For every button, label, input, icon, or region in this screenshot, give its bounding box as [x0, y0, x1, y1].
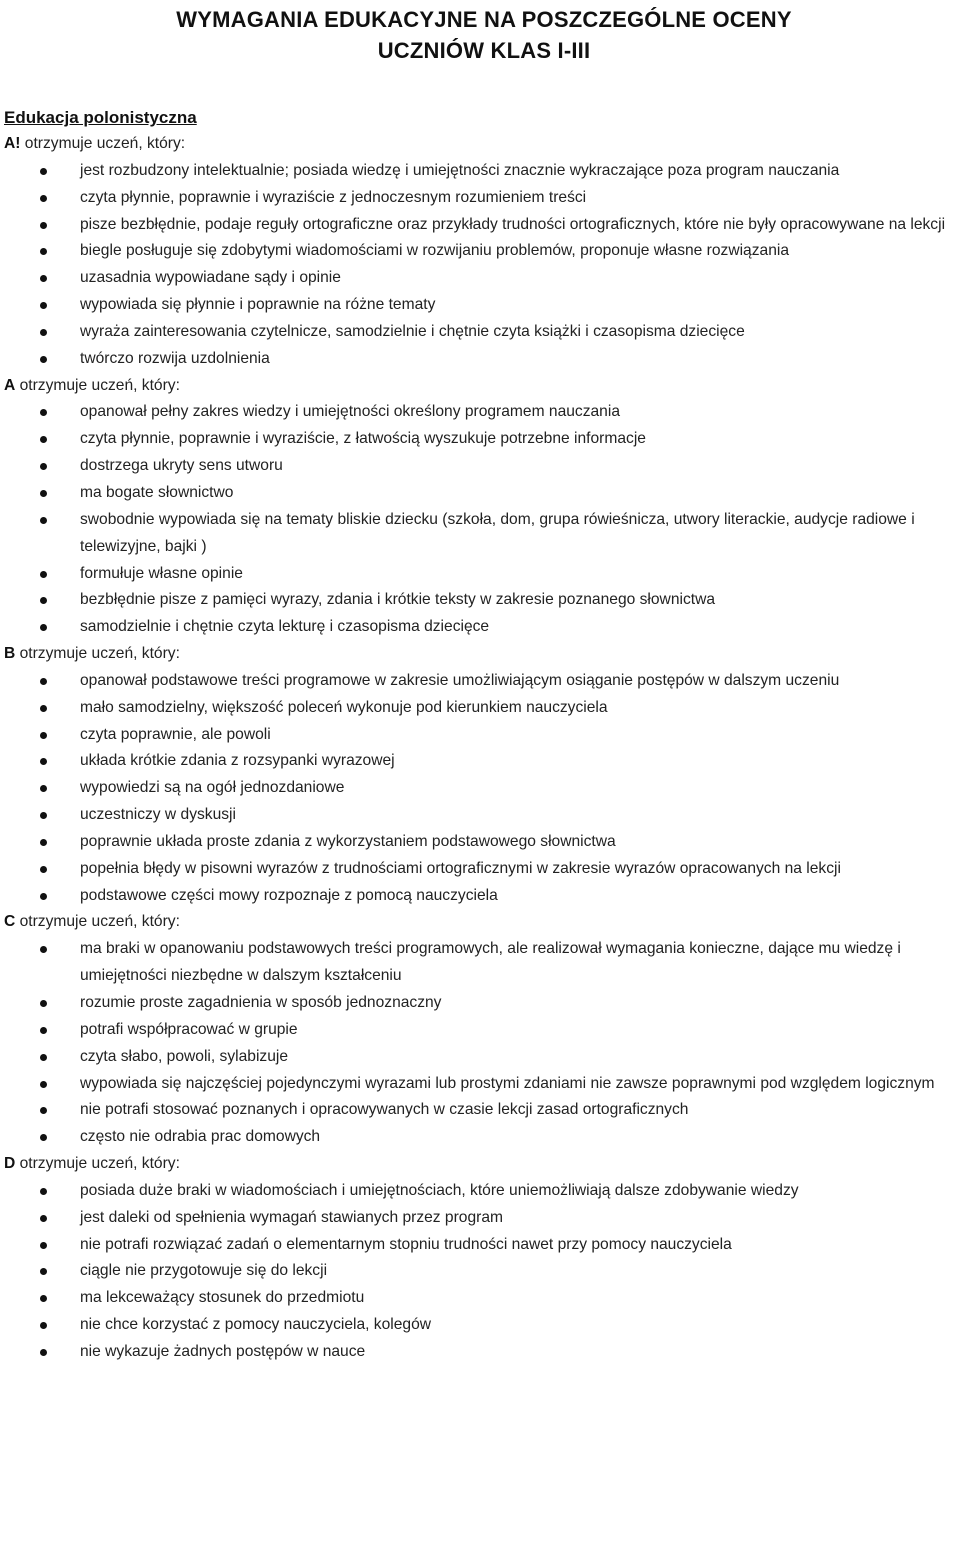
grade-heading-text: otrzymuje uczeń, który:	[15, 645, 180, 663]
list-item-text: pisze bezbłędnie, podaje reguły ortograficzne oraz przykłady trudności ortograficznych, które nie były opracowywane na lekcji	[80, 215, 946, 233]
list-item	[0, 1044, 960, 1071]
list-item	[0, 507, 960, 561]
grade-heading	[0, 641, 960, 668]
bullet-icon	[40, 1188, 47, 1195]
bullet-icon	[40, 571, 47, 578]
list-item-text: czyta słabo, powoli, sylabizuje	[80, 1047, 289, 1065]
list-item	[0, 1258, 960, 1285]
list-item-text: ciągle nie przygotowuje się do lekcji	[80, 1262, 328, 1280]
list-item-text: często nie odrabia prac domowych	[80, 1128, 321, 1146]
list-item	[0, 1097, 960, 1124]
document-title-line-2: UCZNIÓW KLAS I-III	[377, 38, 591, 63]
list-item-text: dostrzega ukryty sens utworu	[80, 457, 283, 475]
list-item	[0, 346, 960, 373]
grade-section	[0, 641, 960, 909]
bullet-icon	[40, 624, 47, 631]
grade-heading	[0, 131, 960, 158]
bullet-icon	[40, 1349, 47, 1356]
list-item	[0, 426, 960, 453]
document-title	[0, 0, 960, 66]
document-title-line-1: WYMAGANIA EDUKACYJNE NA POSZCZEGÓLNE OCENY	[176, 7, 792, 32]
bullet-icon	[40, 1054, 47, 1061]
list-item-text: układa krótkie zdania z rozsypanki wyrazowej	[80, 752, 395, 770]
grade-section	[0, 131, 960, 373]
list-item	[0, 561, 960, 588]
list-item	[0, 1339, 960, 1366]
grade-heading	[0, 1151, 960, 1178]
subject-heading: Edukacja polonistyczna	[4, 108, 197, 127]
list-item-text: ma braki w opanowaniu podstawowych treści programowych, ale realizował wymagania konieczne, dające mu wiedzę i umiejętności niezbędne w dalszym kształceniu	[80, 940, 901, 985]
bullet-icon	[40, 275, 47, 282]
grade-letter: A!	[4, 135, 21, 152]
list-item-text: formułuje własne opinie	[80, 564, 243, 582]
grade-section	[0, 1151, 960, 1366]
list-item-text: czyta płynnie, poprawnie i wyraziście, z łatwością wyszukuje potrzebne informacje	[80, 430, 646, 448]
bullet-icon	[40, 1134, 47, 1141]
list-item	[0, 480, 960, 507]
list-item-text: potrafi współpracować w grupie	[80, 1020, 298, 1038]
list-item	[0, 668, 960, 695]
grade-heading	[0, 909, 960, 936]
list-item-text: twórczo rozwija uzdolnienia	[80, 349, 270, 367]
list-item	[0, 748, 960, 775]
grade-section	[0, 909, 960, 1151]
list-item-text: uczestniczy w dyskusji	[80, 806, 236, 824]
list-item-text: wyraża zainteresowania czytelnicze, samodzielnie i chętnie czyta książki i czasopisma dziecięce	[80, 322, 745, 340]
list-item	[0, 158, 960, 185]
list-item	[0, 722, 960, 749]
list-item	[0, 1232, 960, 1259]
bullet-icon	[40, 839, 47, 846]
list-item	[0, 775, 960, 802]
bullet-icon	[40, 1027, 47, 1034]
grade-letter: A	[4, 376, 16, 394]
list-item	[0, 936, 960, 990]
list-item	[0, 883, 960, 910]
bullet-icon	[40, 356, 47, 363]
bullet-icon	[40, 866, 47, 873]
list-item-text: posiada duże braki w wiadomościach i umiejętnościach, które uniemożliwiają dalsze zdobywanie wiedzy	[80, 1181, 799, 1199]
bullet-icon	[40, 1322, 47, 1329]
list-item	[0, 614, 960, 641]
bullet-icon	[40, 1000, 47, 1007]
list-item	[0, 587, 960, 614]
list-item	[0, 1124, 960, 1151]
grade-letter: C	[4, 913, 16, 931]
list-item	[0, 292, 960, 319]
list-item	[0, 990, 960, 1017]
bullet-icon	[40, 1268, 47, 1275]
bullet-icon	[40, 812, 47, 819]
bullet-icon	[40, 463, 47, 470]
bullet-icon	[40, 705, 47, 712]
bullet-icon	[40, 597, 47, 604]
list-item-text: mało samodzielny, większość poleceń wykonuje pod kierunkiem nauczyciela	[80, 698, 608, 716]
list-item	[0, 1285, 960, 1312]
bullet-icon	[40, 893, 47, 900]
bullet-icon	[40, 222, 47, 229]
list-item-text: wypowiada się płynnie i poprawnie na różne tematy	[80, 296, 436, 314]
grade-letter: B	[4, 645, 16, 663]
grade-heading-text: otrzymuje uczeń, który:	[15, 376, 180, 394]
requirement-list	[0, 936, 960, 1151]
list-item-text: ma bogate słownictwo	[80, 483, 234, 501]
grade-requirements	[0, 131, 960, 1366]
list-item	[0, 695, 960, 722]
bullet-icon	[40, 436, 47, 443]
list-item	[0, 1017, 960, 1044]
list-item	[0, 856, 960, 883]
list-item-text: ma lekceważący stosunek do przedmiotu	[80, 1289, 365, 1307]
list-item	[0, 1312, 960, 1339]
list-item	[0, 1205, 960, 1232]
list-item	[0, 829, 960, 856]
bullet-icon	[40, 248, 47, 255]
grade-heading	[0, 373, 960, 400]
list-item-text: nie wykazuje żadnych postępów w nauce	[80, 1342, 366, 1360]
requirement-list	[0, 399, 960, 641]
list-item	[0, 185, 960, 212]
bullet-icon	[40, 1242, 47, 1249]
list-item	[0, 265, 960, 292]
grade-section	[0, 373, 960, 641]
list-item	[0, 1178, 960, 1205]
bullet-icon	[40, 785, 47, 792]
list-item	[0, 802, 960, 829]
grade-heading-text: otrzymuje uczeń, który:	[15, 913, 180, 931]
list-item-text: jest rozbudzony intelektualnie; posiada wiedzę i umiejętności znacznie wykraczające poza program nauczania	[80, 161, 840, 179]
list-item-text: wypowiada się najczęściej pojedynczymi wyrazami lub prostymi zdaniami nie zawsze poprawnymi pod względem logicznym	[80, 1074, 935, 1092]
list-item-text: czyta płynnie, poprawnie i wyraziście z jednoczesnym rozumieniem treści	[80, 188, 587, 206]
list-item	[0, 1071, 960, 1098]
list-item-text: opanował pełny zakres wiedzy i umiejętności określony programem nauczania	[80, 403, 620, 421]
list-item-text: nie potrafi stosować poznanych i opracowywanych w czasie lekcji zasad ortograficznych	[80, 1101, 689, 1119]
list-item-text: poprawnie układa proste zdania z wykorzystaniem podstawowego słownictwa	[80, 832, 616, 850]
bullet-icon	[40, 1295, 47, 1302]
list-item-text: nie potrafi rozwiązać zadań o elementarnym stopniu trudności nawet przy pomocy nauczyciela	[80, 1235, 732, 1253]
bullet-icon	[40, 732, 47, 739]
bullet-icon	[40, 195, 47, 202]
bullet-icon	[40, 1107, 47, 1114]
list-item-text: samodzielnie i chętnie czyta lekturę i czasopisma dziecięce	[80, 618, 490, 636]
bullet-icon	[40, 758, 47, 765]
list-item-text: czyta poprawnie, ale powoli	[80, 725, 271, 743]
grade-heading-text: otrzymuje uczeń, który:	[15, 1155, 180, 1173]
bullet-icon	[40, 1081, 47, 1088]
list-item	[0, 238, 960, 265]
list-item	[0, 399, 960, 426]
bullet-icon	[40, 678, 47, 685]
list-item	[0, 319, 960, 346]
list-item-text: wypowiedzi są na ogół jednozdaniowe	[80, 779, 345, 797]
list-item-text: popełnia błędy w pisowni wyrazów z trudnościami ortograficznymi w zakresie wyrazów opracowanych na lekcji	[80, 859, 841, 877]
list-item-text: rozumie proste zagadnienia w sposób jednoznaczny	[80, 994, 442, 1011]
grade-heading-text: otrzymuje uczeń, który:	[20, 135, 186, 152]
list-item-text: opanował podstawowe treści programowe w zakresie umożliwiającym osiąganie postępów w dalszym uczeniu	[80, 671, 840, 689]
bullet-icon	[40, 517, 47, 524]
bullet-icon	[40, 302, 47, 309]
list-item-text: podstawowe części mowy rozpoznaje z pomocą nauczyciela	[80, 886, 498, 904]
bullet-icon	[40, 329, 47, 336]
bullet-icon	[40, 946, 47, 953]
requirement-list	[0, 668, 960, 910]
bullet-icon	[40, 490, 47, 497]
list-item-text: swobodnie wypowiada się na tematy bliskie dziecku (szkoła, dom, grupa rówieśnicza, utwory literackie, audycje radiowe i telewizyjne, bajki )	[80, 510, 915, 555]
requirement-list	[0, 158, 960, 373]
list-item-text: biegle posługuje się zdobytymi wiadomościami w rozwijaniu problemów, proponuje własne rozwiązania	[80, 242, 790, 260]
list-item	[0, 212, 960, 239]
requirement-list	[0, 1178, 960, 1366]
bullet-icon	[40, 168, 47, 175]
grade-letter: D	[4, 1155, 16, 1173]
list-item-text: uzasadnia wypowiadane sądy i opinie	[80, 269, 341, 287]
list-item-text: jest daleki od spełnienia wymagań stawianych przez program	[80, 1208, 503, 1226]
list-item-text: nie chce korzystać z pomocy nauczyciela, kolegów	[80, 1316, 432, 1334]
list-item-text: bezbłędnie pisze z pamięci wyrazy, zdania i krótkie teksty w zakresie poznanego słownictwa	[80, 591, 716, 609]
bullet-icon	[40, 1215, 47, 1222]
bullet-icon	[40, 409, 47, 416]
list-item	[0, 453, 960, 480]
